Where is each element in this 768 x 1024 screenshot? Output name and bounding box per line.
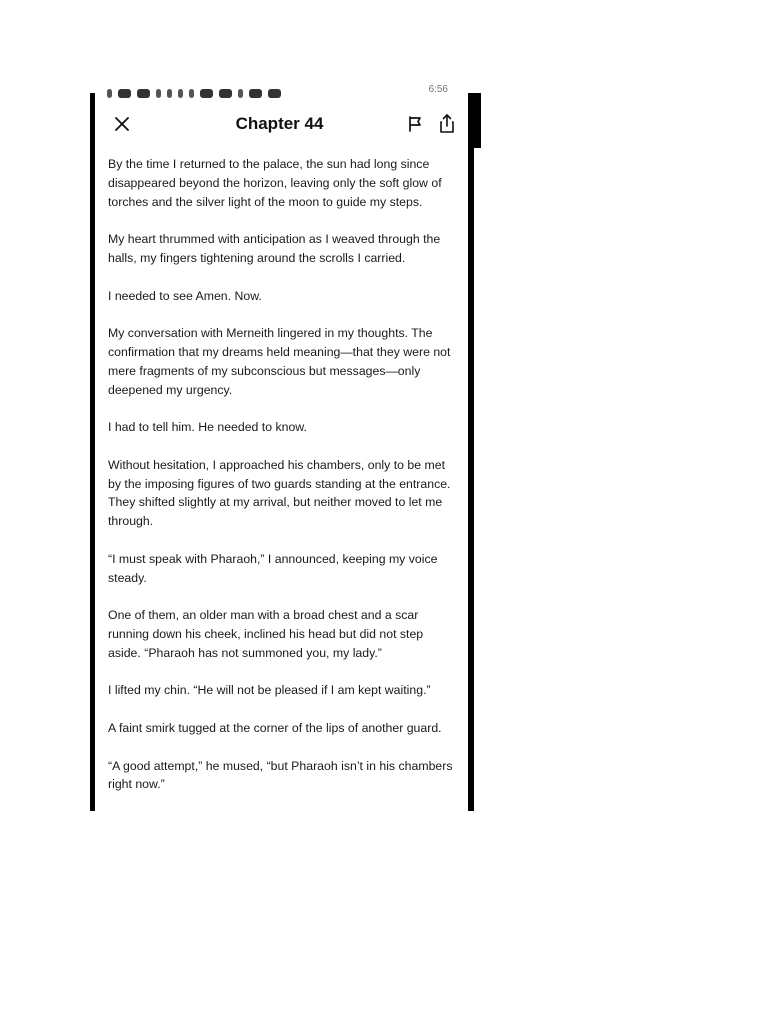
notification-icon (268, 89, 281, 98)
status-time: 6:56 (428, 84, 448, 95)
paragraph: My heart thrummed with anticipation as I weaved through the halls, my fingers tightening around the scrolls I carried. (108, 232, 441, 265)
notification-icon (118, 89, 131, 98)
status-bar (95, 86, 468, 100)
paragraph: I had to tell him. He needed to know. (108, 420, 307, 435)
notification-icon (219, 89, 232, 98)
paragraph: “A good attempt,” he mused, “but Pharaoh isn’t in his chambers right now.” (108, 758, 453, 792)
paragraph: My conversation with Merneith lingered in my thoughts. The confirmation that my dreams held meaning—that they were not mere fragments of my subconscious but messages—only deepened my urgency. (108, 326, 451, 397)
paragraph: “I must speak with Pharaoh,” I announced, keeping my voice steady. (108, 551, 438, 585)
device-frame-edge (468, 93, 481, 148)
notification-icon (178, 89, 183, 98)
signal-icon (107, 89, 112, 98)
paragraph: By the time I returned to the palace, the sun had long since disappeared beyond the horizon, leaving only the soft glow of torches and the silver light of the moon to guide my steps. (108, 157, 442, 209)
notification-icon (167, 89, 172, 98)
reader-screen (90, 84, 474, 811)
notification-icon (137, 89, 150, 98)
reader-header (95, 103, 468, 145)
notification-icon (249, 89, 262, 98)
paragraph: One of them, an older man with a broad chest and a scar running down his cheek, inclined his head but did not step aside. “Pharaoh has not summoned you, my lady.” (108, 608, 424, 660)
paragraph: Without hesitation, I approached his chambers, only to be met by the imposing figures of two guards standing at the entrance. They shifted slightly at my arrival, but neither moved to let me through. (108, 457, 451, 529)
flag-icon (405, 114, 425, 134)
notification-icon (238, 89, 243, 98)
share-icon (437, 113, 457, 135)
paragraph: I lifted my chin. “He will not be pleased if I am kept waiting.” (108, 683, 431, 698)
notification-icon (189, 89, 194, 98)
chapter-title: Chapter 44 (235, 114, 324, 133)
paragraph: A faint smirk tugged at the corner of the lips of another guard. (108, 720, 442, 735)
mail-icon (156, 89, 161, 98)
share-button[interactable] (437, 113, 457, 135)
report-flag-button[interactable] (405, 114, 425, 134)
chapter-text (108, 155, 458, 813)
paragraph: I needed to see Amen. Now. (108, 288, 262, 303)
notification-icon (200, 89, 213, 98)
